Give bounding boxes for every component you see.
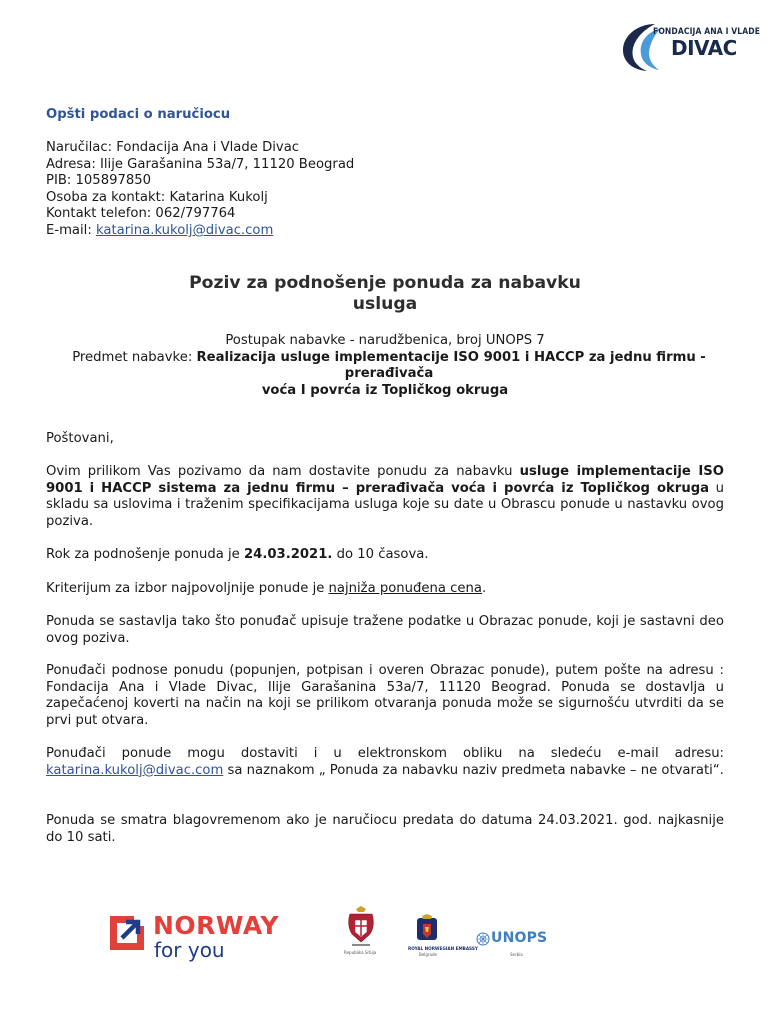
client-address: Adresa: Ilije Garašanina 53a/7, 11120 Beograd [46,156,355,172]
serbia-caption: Republika Srbija [344,950,377,955]
paragraph-electronic [46,746,724,779]
embassy-city: Belgrade [419,952,437,957]
logo-divac-name: DIVAC [671,36,737,60]
logo-foundation-name: FONDACIJA ANA I VLADE [653,27,761,37]
serbia-crest-icon [346,906,376,950]
unops-caption: Serbia [510,952,523,957]
procurement-procedure: Postupak nabavke - narudžbenica, broj UNOPS 7 [225,333,545,348]
procurement-subject [40,350,730,383]
client-phone: Kontakt telefon: 062/797764 [46,206,236,222]
embassy-caption: ROYAL NORWEGIAN EMBASSY [408,946,478,951]
norway-tagline: for you [154,938,225,962]
criteria-end: . [481,581,487,596]
client-contact-person: Osoba za kontakt: Katarina Kukolj [46,189,268,205]
paragraph-invitation-rest: u skladu sa uslovima i traženim specifikacijama usluga koje su date u Obrascu ponude u nastavku ovog poziva. [46,480,724,529]
paragraph-timeliness: Ponuda se smatra blagovremenom ako je naručiocu predata do datuma 24.03.2021. god. najkasnije do 10 sati. [46,813,724,845]
client-info-block [46,140,354,240]
divac-foundation-logo [615,18,761,74]
procurement-info [40,333,730,399]
procurement-subject-title: Realizacija usluge implementacije ISO 9001 i HACCP za jednu firmu - prerađivača [196,349,706,382]
paragraph-submission: Ponuđači podnose ponudu (popunjen, potpisan i overen Obrazac ponude), putem pošte na adresu : Fondacija Ana i Vlade Divac, Ilije Garašanina 53a/7, 11120 Beograd. Ponuda se dostavlja u zapečaćenoj koverti na način na koji se prilikom otvaranja ponuda može se sigurnošću utvrditi da se prvi put otvara. [46,663,724,728]
serbia-coat-of-arms [346,906,376,958]
electronic-note: sa naznakom „ Ponuda za nabavku naziv predmeta nabavke – ne otvarati“. [223,762,724,778]
client-email-row [46,223,354,240]
unops-logo [476,930,556,960]
document-title [160,273,610,315]
norway-wordmark: NORWAY [153,911,279,940]
client-info-heading: Opšti podaci o naručiocu [46,107,231,122]
paragraph-criteria [46,581,724,598]
electronic-email-link[interactable]: katarina.kukolj@divac.com [46,762,224,778]
client-email-label: E-mail: [46,222,96,238]
client-pib: PIB: 105897850 [46,173,152,189]
paragraph-invitation [46,464,724,530]
unops-wordmark: UNOPS [491,930,548,946]
un-emblem-icon [476,932,490,946]
deadline-time: do 10 časova. [332,547,429,562]
deadline-label: Rok za podnošenje ponuda je [46,547,244,562]
criteria-value: najniža ponuđena cena [328,581,482,596]
royal-norwegian-embassy-logo [408,914,478,960]
paragraph-invitation-intro: Ovim prilikom Vas pozivamo da nam dostavite ponudu za nabavku [46,464,520,479]
document-title-line1: Poziv za podnošenje ponuda za nabavku [189,273,581,293]
client-name: Naručilac: Fondacija Ana i Vlade Divac [46,140,300,155]
procurement-subject-title-cont: voća I povrća iz Topličkog okruga [261,382,509,398]
salutation: Poštovani, [46,431,114,446]
norway-for-you-logo [108,912,288,962]
embassy-crest-icon [416,914,438,944]
paragraph-form: Ponuda se sastavlja tako što ponuđač upisuje tražene podatke u Obrazac ponude, koji je sastavni deo ovog poziva. [46,614,724,646]
paragraph-invitation-service: usluge implementacije ISO 9001 i HACCP sistema za jednu firmu – prerađivača voća i povrća iz Topličkog okruga [46,464,724,496]
document-title-line2: usluga [352,294,418,314]
procurement-subject-label: Predmet nabavke: [72,349,197,365]
client-email-link[interactable]: katarina.kukolj@divac.com [95,222,274,238]
criteria-label: Kriterijum za izbor najpovoljnije ponude je [46,581,329,596]
deadline-date: 24.03.2021. [243,547,333,562]
norway-arrow-icon [108,914,146,952]
paragraph-deadline [46,547,724,564]
electronic-intro: Ponuđači ponude mogu dostaviti i u elektronskom obliku na sledeću e-mail adresu: [46,746,724,761]
